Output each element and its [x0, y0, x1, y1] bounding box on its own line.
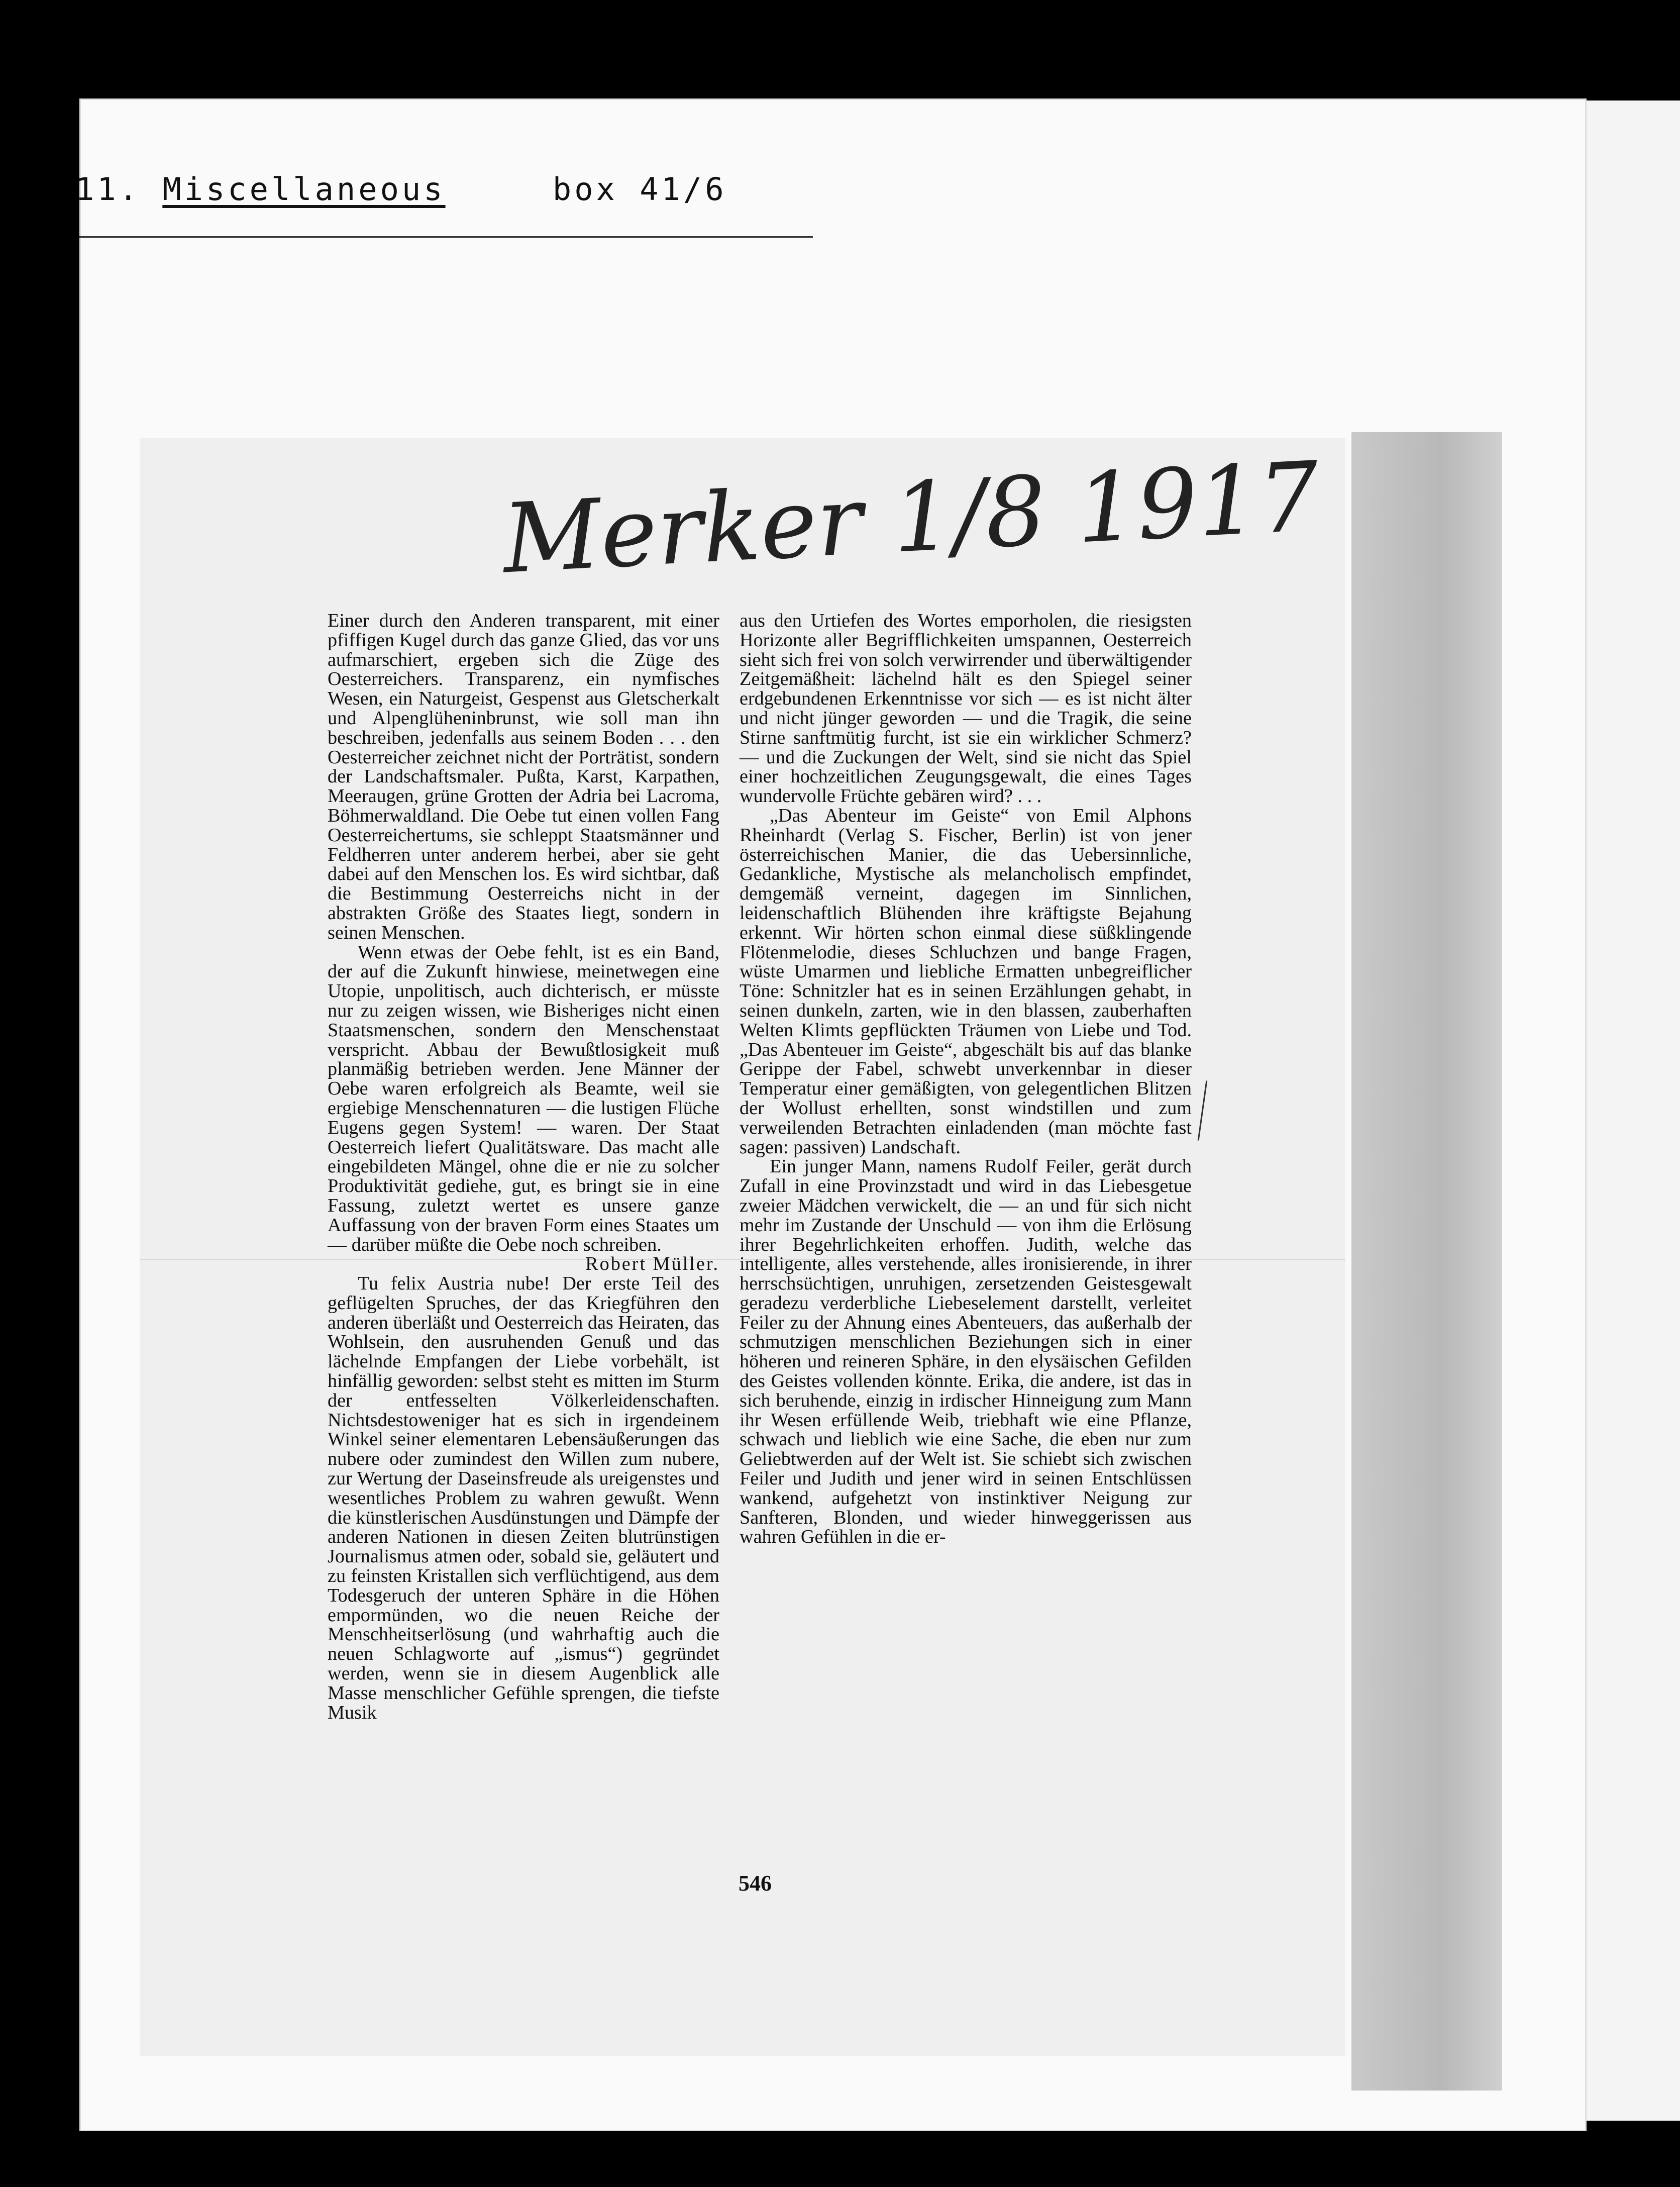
- paragraph: Ein junger Mann, namens Rudolf Feiler, gerät durch Zufall in eine Provinzstadt und wird in das Liebesgetue zweier Mädchen verwickelt, die — an und für sich nicht mehr im Zustande der Unschuld — von ihm die Erlösung ihrer Begehrlichkeiten erhoffen. Judith, welche das intelligente, alles verstehende, alles ironisierende, in ihrer herrschsüchtigen, unruhigen, zersetzenden Geistesgewalt geradezu verderbliche Liebeselement darstellt, verleitet Feiler zu der Ahnung eines Abenteuers, das außerhalb der schmutzigen menschlichen Beziehungen sich in einer höheren und reineren Sphäre, in den elysäischen Gefilden des Geistes vollenden könnte. Erika, die andere, ist das in sich beruhende, einzig in irdischer Hinneigung zum Mann ihr Wesen erfüllende Weib, triebhaft wie eine Pflanze, schwach und lieblich wie eine Sache, die eben nur zum Geliebtwerden auf der Welt ist. Sie schiebt sich zwischen Feiler und Judith und jener wird in seinen Entschlüssen wankend, aufgehetzt von instinktiver Neigung zur Sanfteren, Blonden, und wieder hinweggerissen aus wahren Gefühlen in die er-: [740, 1156, 1192, 1548]
- folder-label: [75, 171, 727, 208]
- attached-sheet-shadow: [1351, 432, 1502, 2091]
- folder-prefix: 11.: [75, 171, 141, 208]
- article-left-column: [328, 611, 719, 1722]
- author-signature: Robert Müller.: [585, 1253, 719, 1275]
- folder-title: Miscellaneous: [162, 171, 446, 208]
- paragraph: Wenn etwas der Oebe fehlt, ist es ein Band, der auf die Zukunft hinwiese, meinetwegen eine Utopie, unpolitisch, auch dichterisch, er müsste nur zu zeigen wissen, wie Bisheriges nicht einen Staatsmenschen, sondern den Menschenstaat verspricht. Abbau der Bewußtlosigkeit muß planmäßig betrieben werden. Jene Männer der Oebe waren erfolgreich als Beamte, weil sie ergiebige Menschennaturen — die lustigen Flüche Eugens gegen System! — waren. Der Staat Oesterreich liefert Qualitätsware. Das macht alle eingebildeten Mängel, ohne die er nie zu solcher Produktivität gediehe, gut, es bringt sie in eine Fassung, zuletzt wertet es unsere ganze Auffassung von der braven Form eines Staates um — darüber müßte die Oebe noch schreiben.: [328, 941, 719, 1255]
- paragraph: aus den Urtiefen des Wortes emporholen, die riesigsten Horizonte aller Begrifflichkeiten umspannen, Oesterreich sieht sich frei von solch verwirrender und überwältigender Zeitgemäßheit: lächelnd hält es den Spiegel seiner erdgebundenen Erkenntnisse vor sich — es ist nicht älter und nicht jünger geworden — und die Tragik, die seine Stirne sanftmütig furcht, ist sie ein wirklicher Schmerz? — und die Zuckungen der Welt, sind sie nicht das Spiel einer hochzeitlichen Zeugungsgewalt, die eines Tages wundervolle Früchte gebären wird? . . .: [740, 610, 1192, 807]
- paragraph: Tu felix Austria nube! Der erste Teil des geflügelten Spruches, der das Kriegführen den anderen überläßt und Oesterreich das Heiraten, das Wohlsein, den ausruhenden Genuß und das lächelnde Empfangen der Liebe vorbehält, ist hinfällig geworden: selbst steht es mitten im Sturm der entfesselten Völkerleidenschaften. Nichtsdestoweniger hat es sich in irgendeinem Winkel seiner elementaren Lebensäußerungen das nubere oder zumindest den Willen zum nubere, zur Wertung der Daseinsfreude als ureigenstes und wesentliches Problem zu wahren gewußt. Wenn die künstlerischen Ausdünstungen und Dämpfe der anderen Nationen in diesen Zeiten blutrünstigen Journalismus atmen oder, sobald sie, geläutert und zu feinsten Kristallen sich verflüchtigend, aus dem Todesgeruch der unteren Sphäre in die Höhen empormünden, wo die neuen Reiche der Menschheitserlösung (und wahrhaftig auch die neuen Schlagworte auf „ismus“) gegründet werden, wenn sie in diesem Augenblick alle Masse menschlicher Gefühle sprengen, die tiefste Musik: [328, 1273, 719, 1723]
- paragraph: Einer durch den Anderen transparent, mit einer pfiffigen Kugel durch das ganze Glied, das vor uns aufmarschiert, ergeben sich die Züge des Oesterreichers. Transparenz, ein nymfisches Wesen, ein Naturgeist, Gespenst aus Gletscherkalt und Alpenglüheninbrunst, wie soll man ihn beschreiben, jedenfalls aus seinem Boden . . . den Oesterreicher zeichnet nicht der Porträtist, sondern der Landschaftsmaler. Pußta, Karst, Karpathen, Meeraugen, grüne Grotten der Adria bei Lacroma, Böhmerwaldland. Die Oebe tut einen vollen Fang Oesterreichertums, sie schleppt Staatsmänner und Feldherren unter anderem herbei, aber sie geht dabei auf den Menschen los. Es wird sichtbar, daß die Bestimmung Oesterreichs nicht in der abstrakten Größe des Staates liegt, sondern in seinen Menschen.: [328, 610, 719, 943]
- handwritten-note: Merker 1/8 1917: [500, 441, 1322, 595]
- folder-box: box 41/6: [552, 171, 727, 208]
- page-number: 546: [739, 1871, 772, 1896]
- folder-rule: [79, 236, 813, 238]
- article-right-column: [740, 611, 1192, 1547]
- paragraph: „Das Abenteur im Geiste“ von Emil Alphons Rheinhardt (Verlag S. Fischer, Berlin) ist von jener österreichischen Manier, die das Uebersinnliche, Gedankliche, Mystische als melancholisch empfindet, demgemäß verneint, dagegen im Sinnlichen, leidenschaftlich Blühenden ihre kräftigste Bejahung erkennt. Wir hörten schon einmal diese süßklingende Flötenmelodie, dieses Schluchzen und bange Fragen, wüste Umarmen und liebliche Ermatten unbegreiflicher Töne: Schnitzler hat es in seinen Erzählungen gehabt, in seinen dunkeln, zarten, wie in den blassen, zauberhaften Welten Klimts gepflückten Träumen von Liebe und Tod. „Das Abenteuer im Geiste“, abgeschält bis auf das blanke Gerippe der Fabel, schwebt unverkennbar in dieser Temperatur einer gemäßigten, von gelegentlichen Blitzen der Wollust erhellten, sonst windstillen und zum verweilenden Betrachten einladenden (man möchte fast sagen: passiven) Landschaft.: [740, 805, 1192, 1158]
